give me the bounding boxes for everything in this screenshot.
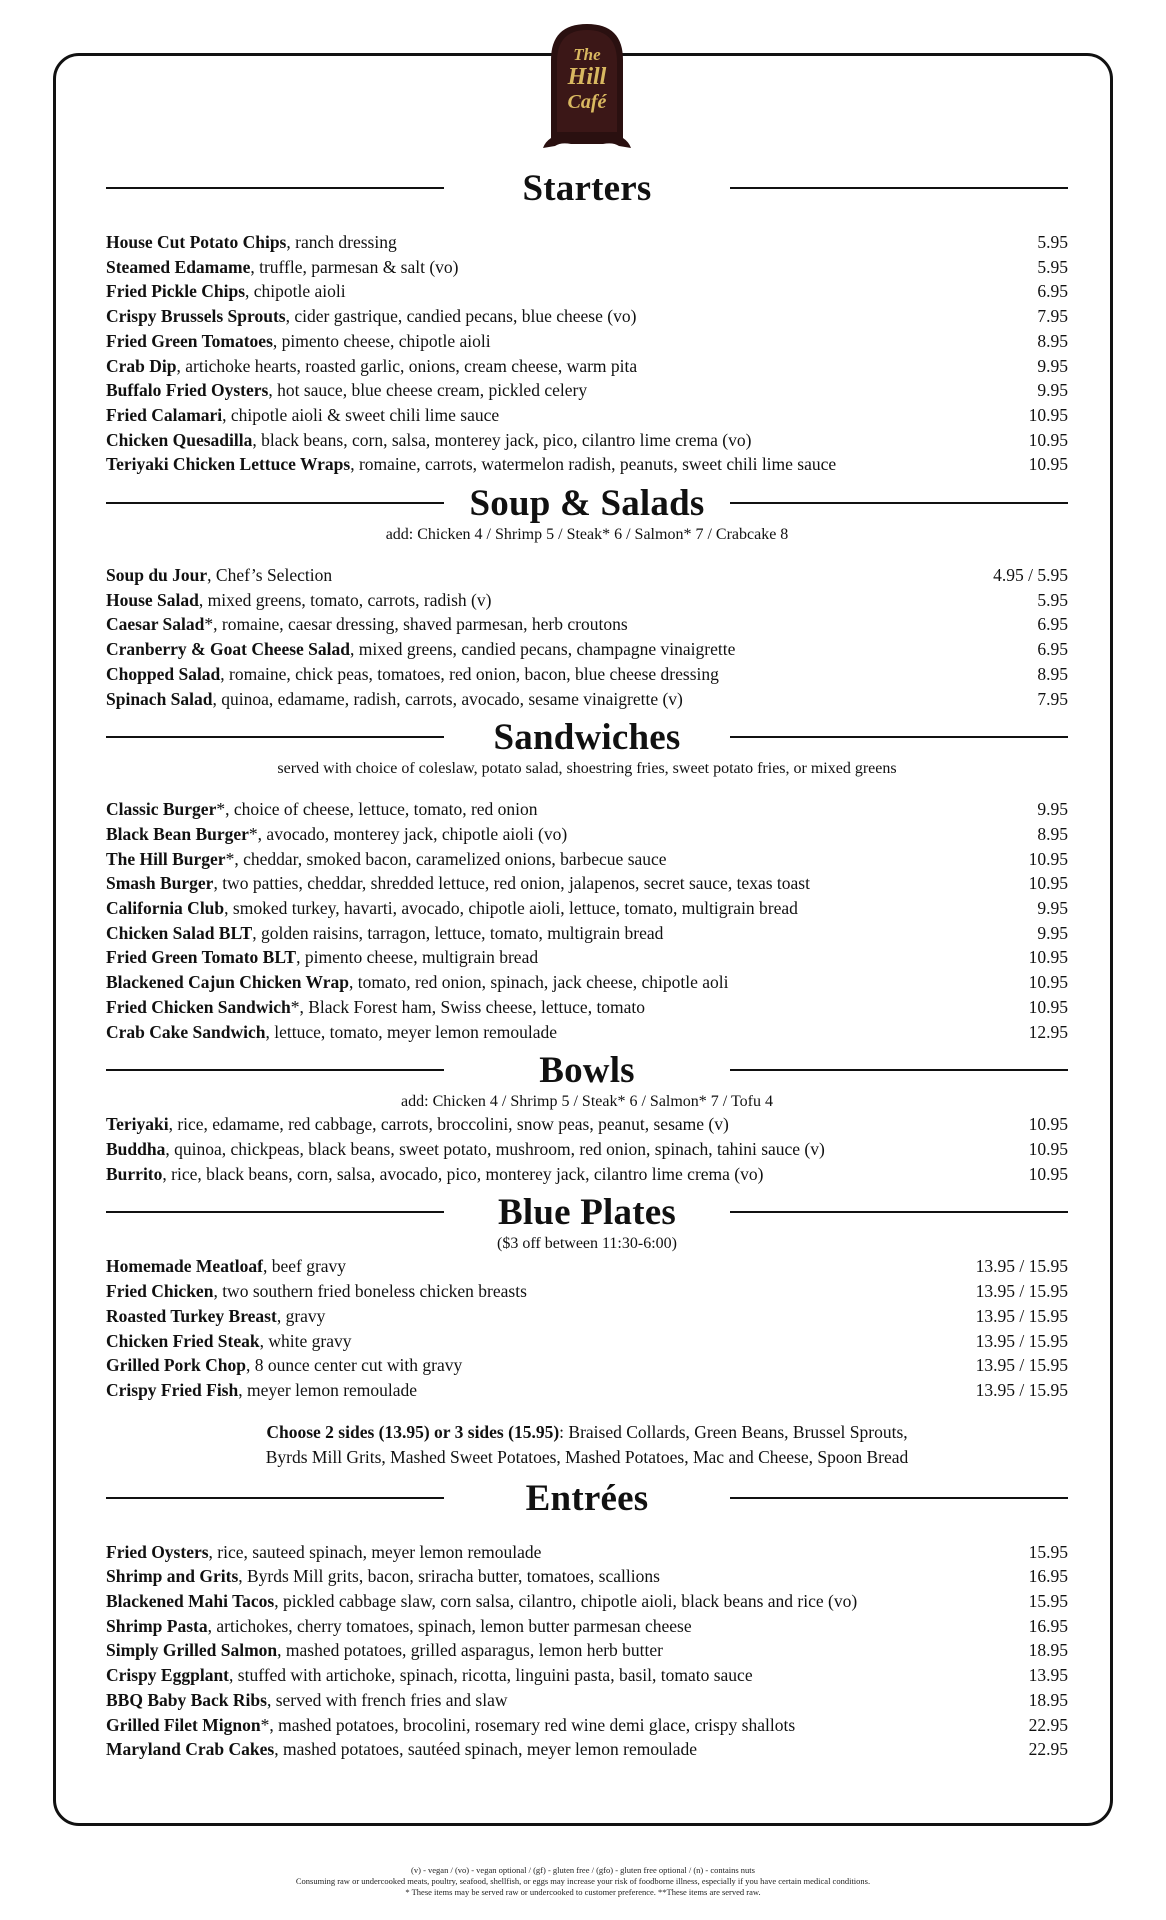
item-price: 22.95 (1028, 1739, 1068, 1760)
section-header-soup-salads (106, 481, 1068, 527)
sides-list-2: Byrds Mill Grits, Mashed Sweet Potatoes, Mashed Potatoes, Mac and Cheese, Spoon Bread (265, 1446, 909, 1467)
item-price: 5.95 (1037, 256, 1068, 277)
diet-legend: (v) - vegan / (vo) - vegan optional / (gf) - gluten free / (gfo) - gluten free optional / (n) - contains nuts (411, 1865, 755, 1875)
menu-item (106, 1137, 1068, 1162)
item-price: 13.95 / 15.95 (975, 1355, 1068, 1376)
sides-choice: Choose 2 sides (13.95) or 3 sides (15.95) (266, 1421, 560, 1442)
menu-list-starters (106, 230, 1068, 477)
menu-item (106, 304, 1068, 329)
menu-item (106, 797, 1068, 822)
item-desc: , gravy (276, 1305, 326, 1326)
menu-item (106, 255, 1068, 280)
item-price: 10.95 (1028, 947, 1068, 968)
item-desc: , cider gastrique, candied pecans, blue cheese (vo) (285, 306, 637, 327)
item-name: Chopped Salad (106, 663, 221, 684)
item-price: 10.95 (1028, 1114, 1068, 1135)
section-note: served with choice of coleslaw, potato salad, shoestring fries, sweet potato fries, or mixed greens (277, 760, 897, 778)
item-price: 9.95 (1037, 922, 1068, 943)
item-price: 16.95 (1028, 1566, 1068, 1587)
item-name: Shrimp and Grits (106, 1566, 239, 1587)
menu-item (106, 279, 1068, 304)
item-name: Fried Chicken (106, 1281, 214, 1302)
item-price: 6.95 (1037, 639, 1068, 660)
item-name: Fried Green Tomatoes (106, 330, 273, 351)
section-note: ($3 off between 11:30-6:00) (497, 1235, 677, 1253)
item-price: 6.95 (1037, 281, 1068, 302)
item-price: 9.95 (1037, 355, 1068, 376)
item-desc: , beef gravy (262, 1256, 347, 1277)
item-name: Burrito (106, 1163, 163, 1184)
menu-item (106, 563, 1068, 588)
item-price: 8.95 (1037, 823, 1068, 844)
menu-item (106, 1540, 1068, 1565)
item-name: Chicken Quesadilla (106, 429, 253, 450)
item-desc: *, choice of cheese, lettuce, tomato, red onion (216, 799, 538, 820)
sides-list-1: : Braised Collards, Green Beans, Brussel Sprouts, (559, 1421, 908, 1442)
menu-item (106, 1564, 1068, 1589)
menu-item (106, 403, 1068, 428)
item-desc: *, mashed potatoes, brocolini, rosemary red wine demi glace, crispy shallots (260, 1714, 796, 1735)
item-desc: , romaine, chick peas, tomatoes, red onion, bacon, blue cheese dressing (220, 663, 719, 684)
menu-item (106, 871, 1068, 896)
item-desc: , pickled cabbage slaw, corn salsa, cilantro, chipotle aioli, black beans and rice (vo) (274, 1591, 858, 1612)
menu-item (106, 452, 1068, 477)
item-desc: , golden raisins, tarragon, lettuce, tomato, multigrain bread (252, 922, 664, 943)
item-desc: *, cheddar, smoked bacon, caramelized onions, barbecue sauce (225, 848, 667, 869)
item-price: 18.95 (1028, 1640, 1068, 1661)
item-price: 10.95 (1028, 972, 1068, 993)
menu-item (106, 1304, 1068, 1329)
item-desc: , white gravy (259, 1330, 352, 1351)
item-price: 5.95 (1037, 589, 1068, 610)
item-price: 10.95 (1028, 404, 1068, 425)
item-name: Grilled Pork Chop (106, 1355, 247, 1376)
sides-note (106, 1420, 1068, 1470)
item-name: Blackened Cajun Chicken Wrap (106, 972, 349, 993)
item-desc: *, Black Forest ham, Swiss cheese, lettuce, tomato (290, 996, 646, 1017)
menu-item (106, 1020, 1068, 1045)
menu-item (106, 1589, 1068, 1614)
item-price: 10.95 (1028, 873, 1068, 894)
item-price: 13.95 (1028, 1665, 1068, 1686)
item-name: Homemade Meatloaf (106, 1256, 263, 1277)
menu-item (106, 1663, 1068, 1688)
item-name: Teriyaki (106, 1114, 169, 1135)
section-title: Sandwiches (493, 717, 681, 759)
item-name: House Salad (106, 589, 199, 610)
menu-item (106, 662, 1068, 687)
logo-word-hill: Hill (567, 64, 607, 90)
footer-legal (0, 1865, 1166, 1898)
item-name: Fried Oysters (106, 1541, 209, 1562)
item-price: 6.95 (1037, 614, 1068, 635)
menu-item (106, 687, 1068, 712)
item-name: Roasted Turkey Breast (106, 1305, 277, 1326)
logo-word-cafe: Café (567, 91, 607, 113)
item-price: 13.95 / 15.95 (975, 1379, 1068, 1400)
item-desc: , Chef’s Selection (207, 565, 333, 586)
menu-item (106, 822, 1068, 847)
menu-item (106, 1737, 1068, 1762)
item-desc: , rice, sauteed spinach, meyer lemon remoulade (208, 1541, 542, 1562)
item-price: 10.95 (1028, 1163, 1068, 1184)
item-desc: , truffle, parmesan & salt (vo) (250, 256, 459, 277)
menu-item (106, 1688, 1068, 1713)
item-name: Crispy Fried Fish (106, 1379, 239, 1400)
menu-list-entrees (106, 1540, 1068, 1762)
section-title: Soup & Salads (469, 483, 705, 525)
menu-item (106, 612, 1068, 637)
item-desc: *, romaine, caesar dressing, shaved parmesan, herb croutons (204, 614, 628, 635)
item-desc: , 8 ounce center cut with gravy (246, 1355, 463, 1376)
item-name: Grilled Filet Mignon (106, 1714, 261, 1735)
item-desc: , mashed potatoes, sautéed spinach, meyer lemon remoulade (274, 1739, 697, 1760)
section-title: Blue Plates (498, 1192, 676, 1234)
the-hill-cafe-logo (543, 20, 631, 154)
divider-right (730, 1497, 1068, 1499)
menu-item (106, 1162, 1068, 1187)
item-price: 10.95 (1028, 848, 1068, 869)
item-price: 13.95 / 15.95 (975, 1256, 1068, 1277)
menu-list-blue-plates (106, 1254, 1068, 1402)
item-price: 13.95 / 15.95 (975, 1330, 1068, 1351)
item-name: Crispy Brussels Sprouts (106, 306, 286, 327)
item-price: 7.95 (1037, 688, 1068, 709)
menu-item (106, 1713, 1068, 1738)
item-name: Fried Pickle Chips (106, 281, 246, 302)
menu-list-sandwiches (106, 797, 1068, 1044)
item-price: 12.95 (1028, 1021, 1068, 1042)
menu-item (106, 378, 1068, 403)
menu-item (106, 896, 1068, 921)
item-price: 22.95 (1028, 1714, 1068, 1735)
item-name: California Club (106, 898, 225, 919)
item-name: BBQ Baby Back Ribs (106, 1689, 267, 1710)
section-note: add: Chicken 4 / Shrimp 5 / Steak* 6 / Salmon* 7 / Crabcake 8 (385, 526, 789, 544)
item-price: 10.95 (1028, 429, 1068, 450)
item-name: Smash Burger (106, 873, 214, 894)
item-name: Fried Chicken Sandwich (106, 996, 291, 1017)
section-title: Starters (522, 168, 652, 209)
item-name: Chicken Fried Steak (106, 1330, 260, 1351)
item-desc: , artichokes, cherry tomatoes, spinach, lemon butter parmesan cheese (207, 1615, 692, 1636)
item-price: 4.95 / 5.95 (993, 565, 1068, 586)
menu-item (106, 1353, 1068, 1378)
raw-items-note: * These items may be served raw or undercooked to customer preference. **These items are served raw. (405, 1887, 761, 1897)
item-price: 15.95 (1028, 1591, 1068, 1612)
item-desc: , two southern fried boneless chicken breasts (213, 1281, 527, 1302)
item-price: 8.95 (1037, 663, 1068, 684)
item-desc: , pimento cheese, multigrain bread (296, 947, 539, 968)
menu-list-soup-salads (106, 563, 1068, 711)
menu-list-bowls (106, 1112, 1068, 1186)
item-price: 16.95 (1028, 1615, 1068, 1636)
menu-item (106, 637, 1068, 662)
item-desc: , black beans, corn, salsa, monterey jack, pico, cilantro lime crema (vo) (252, 429, 752, 450)
item-desc: , two patties, cheddar, shredded lettuce, red onion, jalapenos, secret sauce, texas toast (213, 873, 810, 894)
item-desc: , mixed greens, candied pecans, champagne vinaigrette (350, 639, 736, 660)
item-name: Buddha (106, 1138, 166, 1159)
section-note: add: Chicken 4 / Shrimp 5 / Steak* 6 / Salmon* 7 / Tofu 4 (401, 1093, 773, 1111)
item-name: Classic Burger (106, 799, 217, 820)
divider-right (730, 1211, 1068, 1213)
menu-item (106, 329, 1068, 354)
menu-item (106, 1279, 1068, 1304)
item-price: 18.95 (1028, 1689, 1068, 1710)
item-price: 10.95 (1028, 454, 1068, 475)
item-desc: , served with french fries and slaw (266, 1689, 508, 1710)
section-header-starters (106, 166, 1068, 212)
item-name: Steamed Edamame (106, 256, 251, 277)
item-desc: , stuffed with artichoke, spinach, ricotta, linguini pasta, basil, tomato sauce (229, 1665, 753, 1686)
menu-item (106, 1329, 1068, 1354)
item-desc: , Byrds Mill grits, bacon, sriracha butter, tomatoes, scallions (238, 1566, 660, 1587)
item-price: 10.95 (1028, 996, 1068, 1017)
menu-item (106, 1378, 1068, 1403)
divider-right (730, 187, 1068, 189)
item-name: Black Bean Burger (106, 823, 249, 844)
consumption-warning: Consuming raw or undercooked meats, poultry, seafood, shellfish, or eggs may increase your risk of foodborne illness, especially if you have certain medical conditions. (295, 1876, 871, 1886)
item-name: Fried Green Tomato BLT (106, 947, 297, 968)
section-title: Entrées (525, 1477, 649, 1519)
menu-item (106, 995, 1068, 1020)
item-name: Teriyaki Chicken Lettuce Wraps (106, 454, 351, 475)
item-price: 15.95 (1028, 1541, 1068, 1562)
item-name: Soup du Jour (106, 565, 208, 586)
menu-item (106, 945, 1068, 970)
item-name: Crab Cake Sandwich (106, 1021, 266, 1042)
menu-item (106, 588, 1068, 613)
section-title: Bowls (539, 1050, 635, 1092)
item-desc: , hot sauce, blue cheese cream, pickled celery (268, 380, 588, 401)
item-desc: , chipotle aioli (245, 281, 346, 302)
item-name: Crispy Eggplant (106, 1665, 230, 1686)
menu-item (106, 970, 1068, 995)
item-desc: *, avocado, monterey jack, chipotle aioli (vo) (248, 823, 568, 844)
item-desc: , mashed potatoes, grilled asparagus, lemon herb butter (277, 1640, 664, 1661)
item-price: 10.95 (1028, 1138, 1068, 1159)
item-price: 8.95 (1037, 330, 1068, 351)
item-name: Cranberry & Goat Cheese Salad (106, 639, 351, 660)
item-desc: , lettuce, tomato, meyer lemon remoulade (265, 1021, 558, 1042)
item-desc: , meyer lemon remoulade (238, 1379, 418, 1400)
menu-item (106, 921, 1068, 946)
item-name: Caesar Salad (106, 614, 205, 635)
menu-item (106, 1254, 1068, 1279)
item-desc: , rice, black beans, corn, salsa, avocado, pico, monterey jack, cilantro lime crema (vo) (162, 1163, 764, 1184)
menu-item (106, 847, 1068, 872)
item-desc: , mixed greens, tomato, carrots, radish (v) (198, 589, 492, 610)
item-name: Blackened Mahi Tacos (106, 1591, 275, 1612)
item-name: Chicken Salad BLT (106, 922, 253, 943)
menu-item (106, 1638, 1068, 1663)
section-header-entrees (106, 1476, 1068, 1522)
item-name: The Hill Burger (106, 848, 226, 869)
item-price: 9.95 (1037, 799, 1068, 820)
divider-right (730, 1069, 1068, 1071)
menu-item (106, 428, 1068, 453)
menu-item (106, 1614, 1068, 1639)
section-header-bowls (106, 1048, 1068, 1094)
item-name: Crab Dip (106, 355, 177, 376)
item-desc: , tomato, red onion, spinach, jack cheese, chipotle aoli (348, 972, 729, 993)
menu-item (106, 354, 1068, 379)
menu-item (106, 230, 1068, 255)
item-price: 5.95 (1037, 232, 1068, 252)
menu-item (106, 1112, 1068, 1137)
item-name: Shrimp Pasta (106, 1615, 208, 1636)
item-desc: , ranch dressing (286, 232, 397, 252)
divider-right (730, 736, 1068, 738)
item-name: Buffalo Fried Oysters (106, 380, 269, 401)
section-header-sandwiches (106, 715, 1068, 761)
item-price: 9.95 (1037, 380, 1068, 401)
item-desc: , romaine, carrots, watermelon radish, peanuts, sweet chili lime sauce (350, 454, 837, 475)
logo-word-the: The (573, 45, 601, 64)
item-price: 9.95 (1037, 898, 1068, 919)
item-desc: , artichoke hearts, roasted garlic, onions, cream cheese, warm pita (176, 355, 638, 376)
section-header-blue-plates (106, 1190, 1068, 1236)
item-price: 13.95 / 15.95 (975, 1305, 1068, 1326)
item-desc: , pimento cheese, chipotle aioli (272, 330, 491, 351)
item-desc: , rice, edamame, red cabbage, carrots, broccolini, snow peas, peanut, sesame (v) (168, 1114, 729, 1135)
item-price: 13.95 / 15.95 (975, 1281, 1068, 1302)
item-desc: , quinoa, edamame, radish, carrots, avocado, sesame vinaigrette (v) (212, 688, 683, 709)
item-desc: , smoked turkey, havarti, avocado, chipotle aioli, lettuce, tomato, multigrain bread (224, 898, 798, 919)
item-name: Spinach Salad (106, 688, 213, 709)
item-price: 7.95 (1037, 306, 1068, 327)
item-name: Maryland Crab Cakes (106, 1739, 275, 1760)
item-desc: , chipotle aioli & sweet chili lime sauce (222, 404, 500, 425)
item-desc: , quinoa, chickpeas, black beans, sweet potato, mushroom, red onion, spinach, tahini sauce (v) (165, 1138, 825, 1159)
item-name: Simply Grilled Salmon (106, 1640, 278, 1661)
item-name: House Cut Potato Chips (106, 232, 287, 252)
menu-content (106, 160, 1068, 1762)
divider-right (730, 502, 1068, 504)
item-name: Fried Calamari (106, 404, 223, 425)
